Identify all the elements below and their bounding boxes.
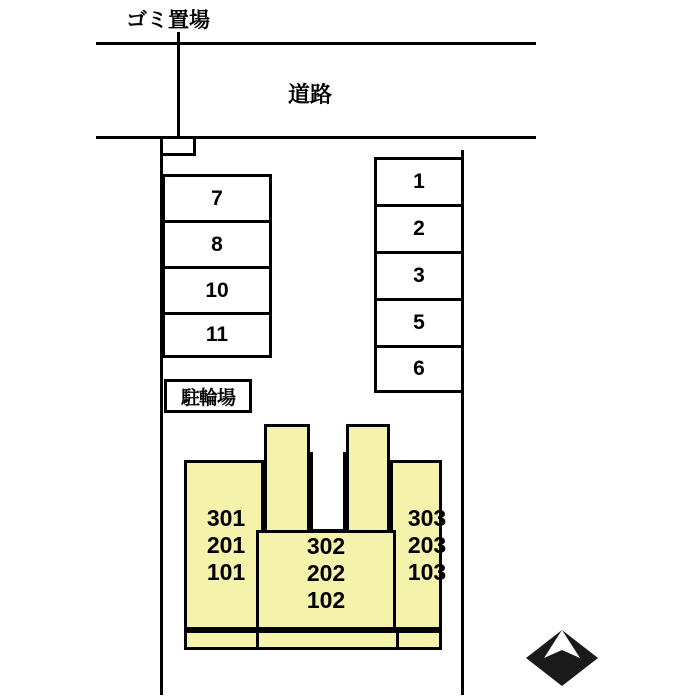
unit-number: 203	[407, 532, 447, 559]
unit-label-left-wing	[188, 505, 264, 586]
bicycle-parking-box[interactable]: 駐輪場	[164, 379, 252, 413]
unit-label-right-wing	[392, 505, 462, 586]
parking-stall[interactable]: 1	[377, 160, 461, 207]
unit-number: 302	[306, 533, 346, 559]
building-courtyard-gap	[310, 452, 346, 532]
parking-stall[interactable]: 7	[165, 177, 269, 223]
unit-number: 201	[206, 532, 246, 559]
unit-number: 303	[407, 505, 447, 531]
unit-number: 102	[306, 587, 346, 614]
walkway-divider-left	[256, 630, 259, 650]
road-top-boundary-line	[96, 42, 536, 45]
compass-north-arrow-icon	[522, 622, 602, 694]
compass-rose	[522, 622, 602, 699]
unit-number: 103	[407, 559, 447, 586]
parking-stall[interactable]: 6	[377, 348, 461, 390]
walkway-divider-right	[396, 630, 399, 650]
unit-number: 301	[206, 505, 246, 531]
road-label: 道路	[288, 82, 333, 107]
compass-north-letter: N	[557, 635, 567, 650]
parking-stall[interactable]: 8	[165, 223, 269, 269]
garbage-area-label: ゴミ置場	[126, 9, 210, 32]
garbage-connector-line	[177, 32, 180, 152]
parking-stall[interactable]: 2	[377, 207, 461, 254]
parking-stall[interactable]: 3	[377, 254, 461, 301]
left-parking-stack	[162, 174, 272, 358]
right-parking-stack	[374, 157, 464, 393]
unit-label-center-wing	[286, 533, 366, 614]
building-front-walkway	[184, 630, 442, 650]
unit-number: 101	[206, 559, 246, 586]
parking-stall[interactable]: 5	[377, 301, 461, 348]
parking-stall[interactable]: 10	[165, 269, 269, 315]
unit-number: 202	[306, 560, 346, 587]
parking-stall[interactable]: 11	[165, 315, 269, 355]
